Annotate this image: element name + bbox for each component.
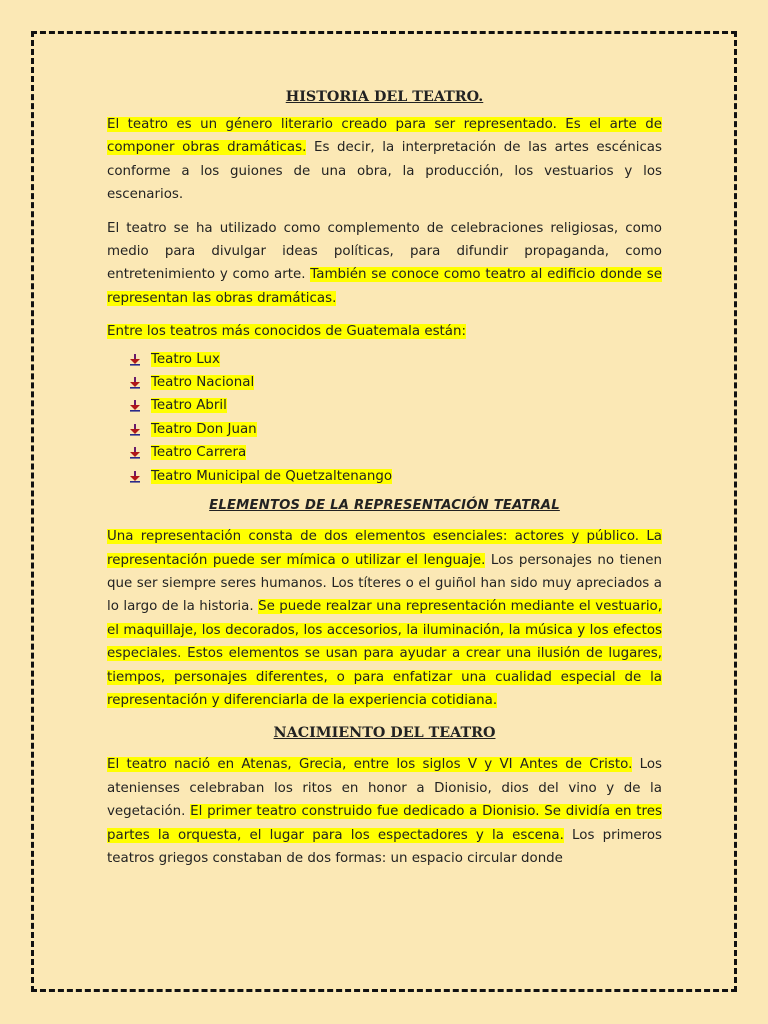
arrow-bullet-icon: [129, 471, 141, 483]
theater-list-item: [129, 394, 662, 417]
paragraph-list-intro: [107, 320, 662, 343]
plain-text: Los primeros teatros griegos constaban de dos formas: un espacio circular donde: [107, 827, 662, 866]
arrow-bullet-icon: [129, 447, 141, 459]
theater-list-item: [129, 371, 662, 394]
highlighted-text: El teatro es un género literario creado para ser representado. Es el arte de componer obras dramáticas.: [107, 117, 662, 156]
theater-name: Teatro Don Juan: [151, 421, 257, 437]
theater-name: Teatro Municipal de Quetzaltenango: [151, 468, 393, 484]
paragraph-intro: [107, 113, 662, 207]
plain-text: Es decir, la interpretación de las artes escénicas conforme a los guiones de una obra, la producción, los vestuarios y los escenarios.: [107, 140, 662, 203]
highlighted-text: Se puede realzar una representación mediante el vestuario, el maquillaje, los decorados, los accesorios, la iluminación, la música y los efectos especiales. Estos elementos se usan para ayudar a crear una ilusión de lugares, tiempos, personajes diferentes, o para enfatizar una cualidad especial de la representación y diferenciarla de la experiencia cotidiana.: [107, 599, 662, 708]
highlighted-text: Entre los teatros más conocidos de Guatemala están:: [107, 324, 467, 340]
theater-list: [107, 348, 662, 488]
arrow-bullet-icon: [129, 354, 141, 366]
theater-list-item: [129, 441, 662, 464]
theater-list-item: [129, 418, 662, 441]
paragraph-elementos: [107, 525, 662, 712]
plain-text: Los personajes no tienen que ser siempre seres humanos. Los títeres o el guiñol han sido muy apreciados a lo largo de la historia.: [107, 552, 663, 615]
arrow-bullet-icon: [129, 377, 141, 389]
paragraph-nacimiento: [107, 753, 662, 870]
theater-name: Teatro Nacional: [151, 375, 255, 391]
theater-list-item: [129, 465, 662, 488]
plain-text: Los atenienses celebraban los ritos en honor a Dionisio, dios del vino y de la vegetación.: [107, 757, 663, 820]
theater-name: Teatro Abril: [151, 398, 227, 414]
document-body: [107, 86, 662, 880]
theater-name: Teatro Carrera: [151, 445, 247, 461]
theater-name: Teatro Lux: [151, 351, 220, 367]
plain-text: El teatro se ha utilizado como complemento de celebraciones religiosas, como medio para divulgar ideas políticas, para difundir propaganda, como entretenimiento y como arte.: [107, 220, 662, 283]
highlighted-text: Una representación consta de dos elementos esenciales: actores y público. La representación puede ser mímica o utilizar el lenguaje.: [107, 529, 662, 568]
highlighted-text: El primer teatro construido fue dedicado a Dionisio. Se dividía en tres partes la orquesta, el lugar para los espectadores y la escena.: [107, 804, 662, 843]
arrow-bullet-icon: [129, 400, 141, 412]
theater-list-item: [129, 348, 662, 371]
section-title-nacimiento: NACIMIENTO DEL TEATRO: [273, 725, 496, 742]
highlighted-text: También se conoce como teatro al edificio donde se representan las obras dramáticas.: [107, 267, 662, 306]
section-title-elementos: ELEMENTOS DE LA REPRESENTACIÓN TEATRAL: [209, 498, 560, 514]
paragraph-uses: [107, 217, 662, 311]
highlighted-text: El teatro nació en Atenas, Grecia, entre los siglos V y VI Antes de Cristo.: [107, 757, 633, 773]
arrow-bullet-icon: [129, 424, 141, 436]
document-title: HISTORIA DEL TEATRO.: [285, 89, 484, 105]
